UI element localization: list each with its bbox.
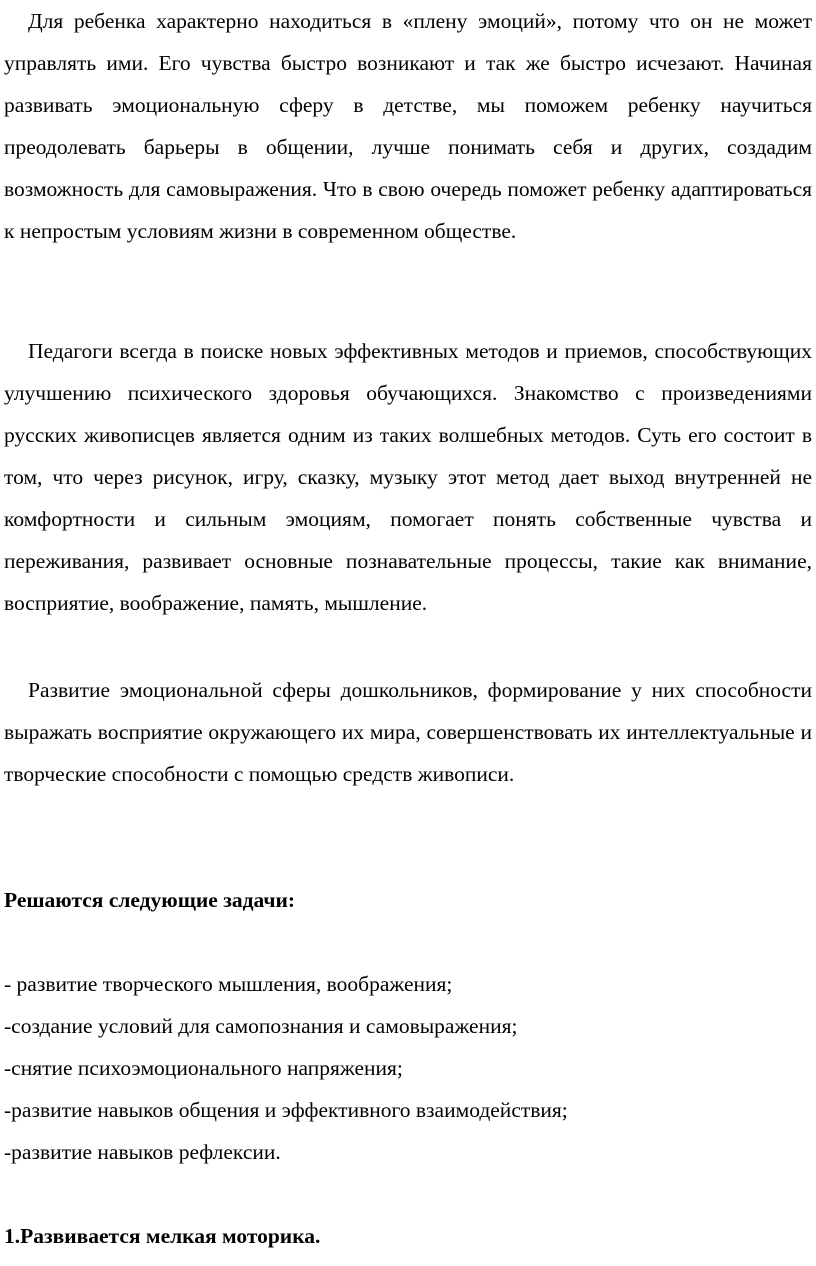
list-item: -развитие навыков рефлексии. — [4, 1140, 281, 1164]
section-heading-fine-motor: 1.Развивается мелкая моторика. — [4, 1224, 321, 1248]
list-item: -создание условий для самопознания и самовыражения; — [4, 1014, 518, 1038]
tasks-list — [4, 963, 812, 1173]
paragraph-emotions-intro: Для ребенка характерно находиться в «плену эмоций», потому что он не может управлять ими. Его чувства быстро возникают и так же быстро исчезают. Начиная развивать эмоциональную сферу в детстве, мы поможем ребенку научиться преодолевать барьеры в общении, лучше понимать себя и других, создадим возможность для самовыражения. Что в свою очередь поможет ребенку адаптироваться к непростым условиям жизни в современном обществе. — [4, 9, 812, 243]
list-item: -снятие психоэмоционального напряжения; — [4, 1056, 403, 1080]
list-item: - развитие творческого мышления, воображения; — [4, 972, 453, 996]
paragraph-emotional-development: Развитие эмоциональной сферы дошкольников, формирование у них способности выражать восприятие окружающего их мира, совершенствовать их интеллектуальные и творческие способности с помощью средств живописи. — [4, 678, 812, 786]
paragraph-teachers-methods: Педагоги всегда в поиске новых эффективных методов и приемов, способствующих улучшению психического здоровья обучающихся. Знакомство с произведениями русских живописцев является одним из таких волшебных методов. Суть его состоит в том, что через рисунок, игру, сказку, музыку этот метод дает выход внутренней не комфортности и сильным эмоциям, помогает понять собственные чувства и переживания, развивает основные познавательные процессы, такие как внимание, восприятие, воображение, память, мышление. — [4, 339, 812, 615]
tasks-heading: Решаются следующие задачи: — [4, 888, 296, 912]
list-item: -развитие навыков общения и эффективного взаимодействия; — [4, 1098, 568, 1122]
